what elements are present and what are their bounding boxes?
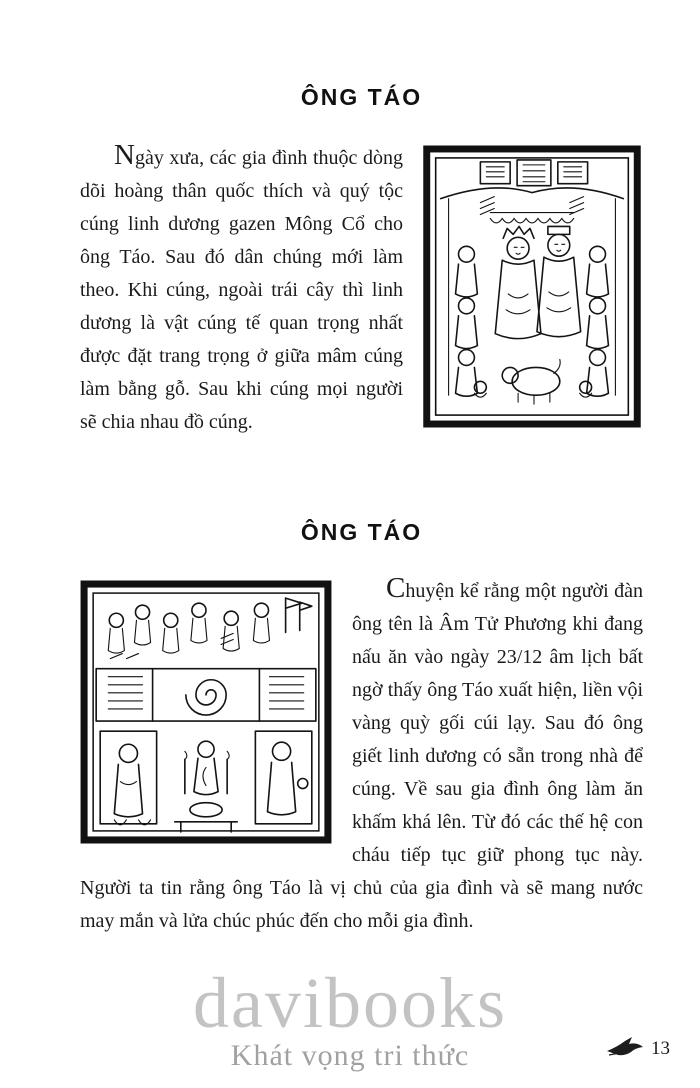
woodcut-altar-icon <box>80 580 332 844</box>
section-2-heading: ÔNG TÁO <box>300 519 423 545</box>
section-ong-tao-1 <box>80 0 643 439</box>
woodcut-illustration-altar <box>80 580 332 844</box>
section-ong-tao-2 <box>80 439 643 938</box>
section-2-paragraph: Chuyện kể rằng một người đàn ông tên là Âm Tử Phương khi đang nấu ăn vào ngày 23/12 âm lịch bất ngờ thấy ông Táo xuất hiện, liền vội vàng quỳ gối cúi lạy. Sau đó ông giết linh dương có sẵn trong nhà để cúng. Về sau gia đình ông làm ăn khấm khá lên. Từ đó các thế hệ con cháu tiếp tục giữ phong tục này. Người ta tin rằng ông Táo là vị chủ của gia đình và sẽ mang nước may mắn và lửa chúc phúc đến cho mỗi gia đình. <box>80 572 643 932</box>
page-footer <box>605 1035 670 1062</box>
watermark-tagline: Khát vọng tri thức <box>230 1039 470 1072</box>
woodcut-deities-icon <box>421 145 643 428</box>
page-number: 13 <box>651 1037 670 1059</box>
section-1-body <box>80 139 643 439</box>
section-1-paragraph: Ngày xưa, các gia đình thuộc dòng dõi hoàng thân quốc thích và quý tộc cúng linh dương gazen Mông Cổ cho ông Táo. Sau đó dân chúng mới làm theo. Khi cúng, ngoài trái cây thì linh dương là vật cúng tế quan trọng nhất được đặt trang trọng ở giữa mâm cúng làm bằng gỗ. Sau khi cúng mọi người sẽ chia nhau đồ cúng. <box>80 139 403 433</box>
section-1-heading: ÔNG TÁO <box>300 84 423 110</box>
woodcut-illustration-deities <box>421 145 643 428</box>
watermark-brand: davibooks <box>193 963 507 1043</box>
pen-flourish-icon <box>605 1035 645 1062</box>
section-2-body <box>80 572 643 938</box>
watermark <box>0 963 700 1074</box>
